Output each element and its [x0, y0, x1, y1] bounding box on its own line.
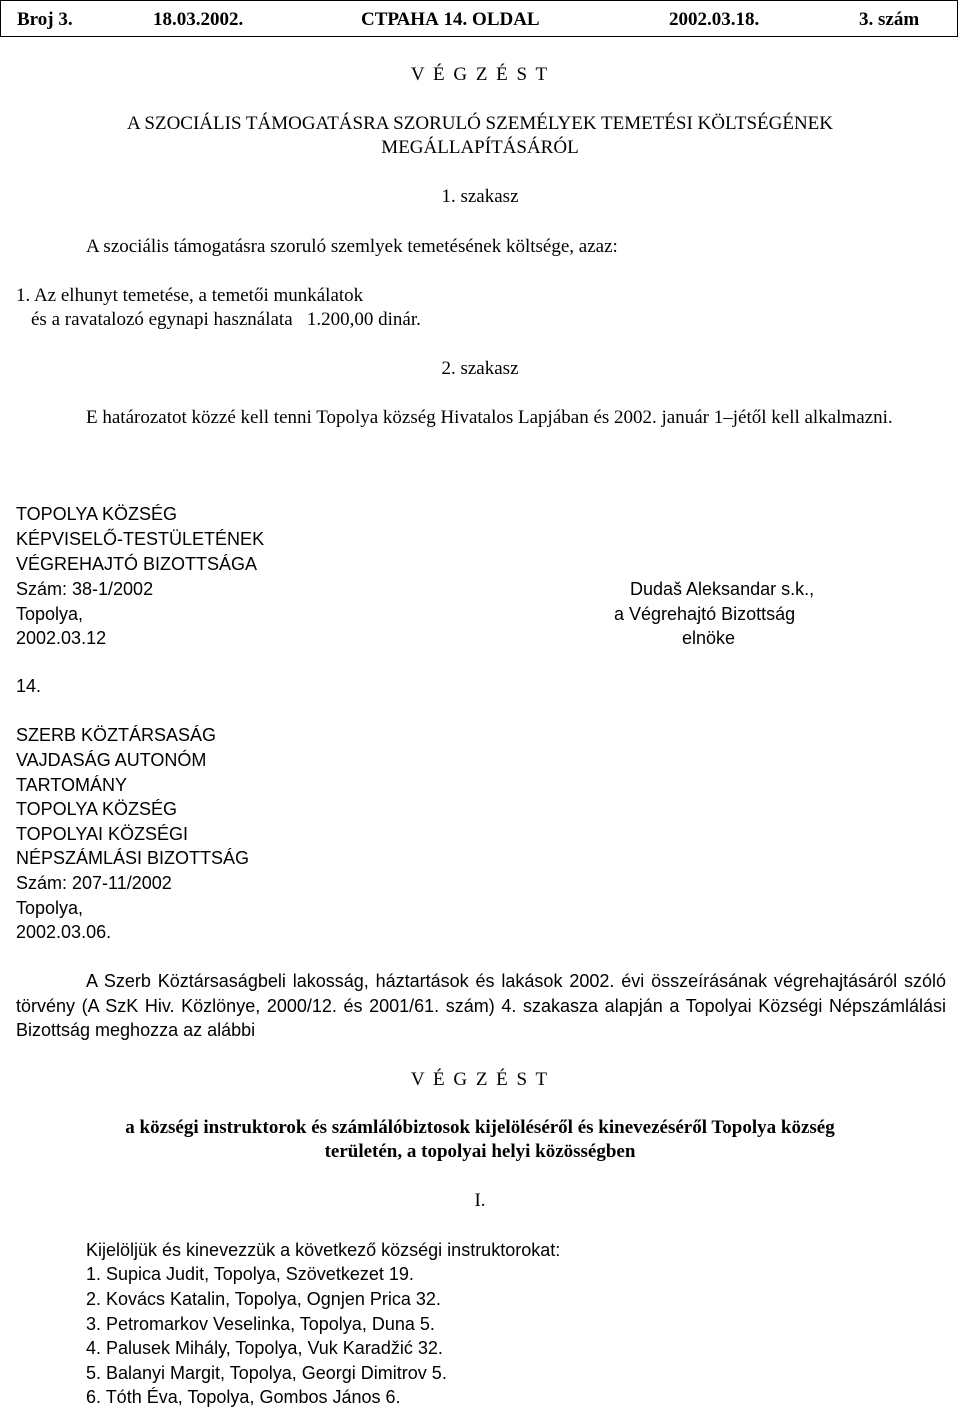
org-name: KÉPVISELŐ-TESTÜLETÉNEK: [16, 529, 265, 549]
page-header: [0, 0, 958, 37]
document-number: Szám: 207-11/2002: [16, 873, 172, 893]
decision-title: V É G Z É S T: [410, 64, 550, 85]
part-heading: I.: [474, 1190, 486, 1211]
preamble: A Szerb Köztársaságbeli lakosság, háztartások és lakások 2002. évi összeírásának végrehajtásáról szóló törvény (A SzK Hiv. Közlönye, 2000/12. és 2001/61. szám) 4. szakasza alapján a Topolyai Községi Népszámlálási Bizottság meghozza az alábbi: [16, 971, 946, 1040]
decision-subject-cont: területén, a topolyai helyi közösségben: [324, 1141, 636, 1162]
list-item: 5. Balanyi Margit, Topolya, Georgi Dimitrov 5.: [86, 1363, 447, 1383]
signer-role: elnöke: [682, 628, 736, 648]
issuer-line: NÉPSZÁMLÁSI BIZOTTSÁG: [16, 848, 250, 868]
section-heading: 2. szakasz: [441, 358, 519, 379]
list-item: 2. Kovács Katalin, Topolya, Ognjen Prica 32.: [86, 1289, 441, 1309]
list-item: 1. Az elhunyt temetése, a temetői munkálatok: [16, 285, 364, 306]
item-number: 14.: [16, 676, 42, 696]
date: 2002.03.06.: [16, 922, 112, 942]
section-heading: 1. szakasz: [441, 186, 519, 207]
document-number: Szám: 38-1/2002: [16, 579, 154, 599]
date: 2002.03.12: [16, 628, 107, 648]
place: Topolya,: [16, 604, 84, 624]
signer-name: Dudaš Aleksandar s.k.,: [630, 579, 815, 599]
page-number: СТРАНА 14. OLDAL: [361, 9, 540, 30]
signer-role: a Végrehajtó Bizottság: [614, 604, 796, 624]
decision-subject: A SZOCIÁLIS TÁMOGATÁSRA SZORULÓ SZEMÉLYEK TEMETÉSI KÖLTSÉGÉNEK: [126, 113, 834, 134]
section-text: E határozatot közzé kell tenni Topolya község Hivatalos Lapjában és 2002. január 1–jétől kell alkalmazni.: [86, 407, 893, 428]
list-intro: Kijelöljük és kinevezzük a következő községi instruktorokat:: [86, 1240, 561, 1260]
issue-date: 18.03.2002.: [153, 9, 244, 30]
issuer-line: TOPOLYA KÖZSÉG: [16, 799, 178, 819]
issue-number-hu: 3. szám: [859, 9, 920, 30]
section-intro: A szociális támogatásra szoruló szemlyek temetésének költsége, azaz:: [86, 236, 618, 257]
issue-number: Broj 3.: [17, 9, 73, 30]
issuer-line: TOPOLYAI KÖZSÉGI: [16, 824, 189, 844]
issuer-line: TARTOMÁNY: [16, 775, 128, 795]
list-item: 4. Palusek Mihály, Topolya, Vuk Karadžić 32.: [86, 1338, 443, 1358]
issuer-line: SZERB KÖZTÁRSASÁG: [16, 725, 217, 745]
list-item-cont: és a ravatalozó egynapi használata 1.200,00 dinár.: [31, 309, 421, 330]
org-name: VÉGREHAJTÓ BIZOTTSÁGA: [16, 554, 258, 574]
list-item: 6. Tóth Éva, Topolya, Gombos János 6.: [86, 1387, 401, 1407]
issue-date-hu: 2002.03.18.: [669, 9, 760, 30]
decision-title: V É G Z É S T: [410, 1069, 550, 1090]
org-name: TOPOLYA KÖZSÉG: [16, 504, 178, 524]
list-item: 3. Petromarkov Veselinka, Topolya, Duna 5.: [86, 1314, 435, 1334]
list-item: 1. Supica Judit, Topolya, Szövetkezet 19.: [86, 1264, 414, 1284]
decision-subject: a községi instruktorok és számlálóbiztosok kijelöléséről és kinevezéséről Topolya község: [125, 1117, 835, 1138]
decision-subject-cont: MEGÁLLAPÍTÁSÁRÓL: [381, 137, 579, 158]
place: Topolya,: [16, 898, 84, 918]
issuer-line: VAJDASÁG AUTONÓM: [16, 750, 207, 770]
